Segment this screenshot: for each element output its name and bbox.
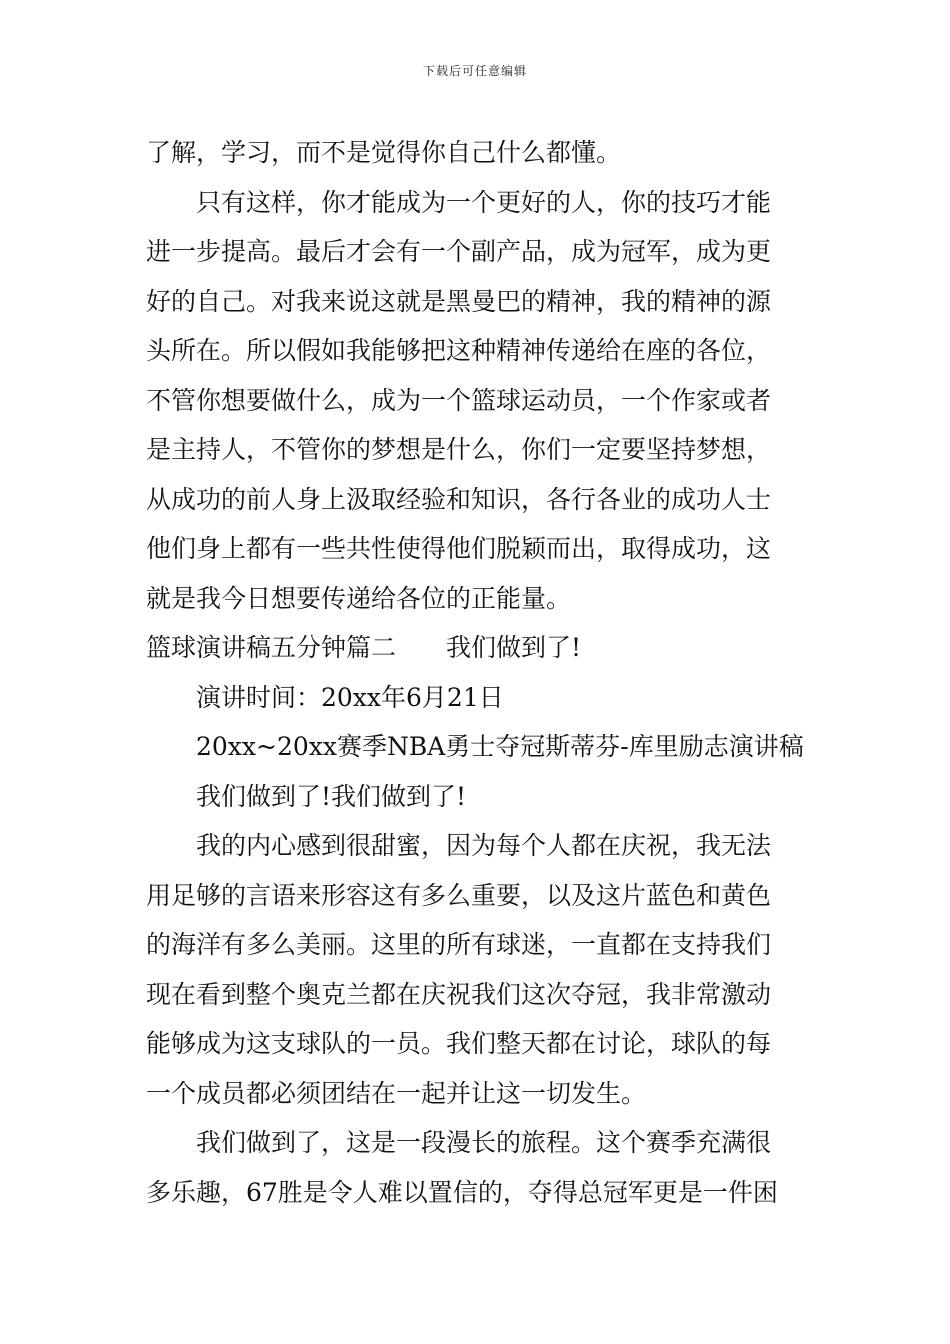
text-line: 一个成员都必须团结在一起并让这一切发生。 xyxy=(146,1078,647,1108)
text-line: 我们做到了，这是一段漫长的旅程。这个赛季充满很 xyxy=(196,1128,772,1157)
text-line: 进一步提高。最后才会有一个副产品，成为冠军，成为更 xyxy=(146,237,772,266)
text-line: 他们身上都有一些共性使得他们脱颖而出，取得成功，这 xyxy=(146,534,772,563)
text-line: 我们做到了!我们做到了! xyxy=(196,781,467,811)
text-line: 我的内心感到很甜蜜，因为每个人都在庆祝，我无法 xyxy=(196,831,772,860)
text-line: 好的自己。对我来说这就是黑曼巴的精神，我的精神的源 xyxy=(146,286,772,316)
text-line: 头所在。所以假如我能够把这种精神传递给在座的各位， xyxy=(146,336,772,365)
text-line: 多乐趣，67胜是令人难以置信的，夺得总冠军更是一件困 xyxy=(146,1177,778,1207)
page-header-note: 下载后可任意编辑 xyxy=(422,64,527,78)
text-line: 就是我今日想要传递给各位的正能量。 xyxy=(146,583,572,613)
speech-date: 演讲时间：20xx年6月21日 xyxy=(196,682,504,712)
section-title: 篮球演讲稿五分钟篇二 xyxy=(146,633,397,662)
speech-title: 20xx~20xx赛季NBA勇士夺冠斯蒂芬-库里励志演讲稿 xyxy=(196,732,804,761)
text-line: 不管你想要做什么，成为一个篮球运动员，一个作家或者 xyxy=(146,385,772,415)
text-line: 用足够的言语来形容这有多么重要，以及这片蓝色和黄色 xyxy=(146,880,772,910)
document-body xyxy=(146,128,810,1217)
text-line: 只有这样，你才能成为一个更好的人，你的技巧才能 xyxy=(196,187,772,217)
text-line: 能够成为这支球队的一员。我们整天都在讨论，球队的每 xyxy=(146,1029,772,1058)
text-line: 是主持人，不管你的梦想是什么，你们一定要坚持梦想， xyxy=(146,435,772,464)
section-subtitle: 我们做到了! xyxy=(446,633,582,662)
text-line: 了解，学习，而不是觉得你自己什么都懂。 xyxy=(146,138,622,167)
text-line: 现在看到整个奥克兰都在庆祝我们这次夺冠，我非常激动 xyxy=(146,979,772,1009)
text-line: 的海洋有多么美丽。这里的所有球迷，一直都在支持我们 xyxy=(146,930,772,959)
text-line: 从成功的前人身上汲取经验和知识，各行各业的成功人士 xyxy=(146,484,772,514)
section-heading xyxy=(146,623,810,673)
